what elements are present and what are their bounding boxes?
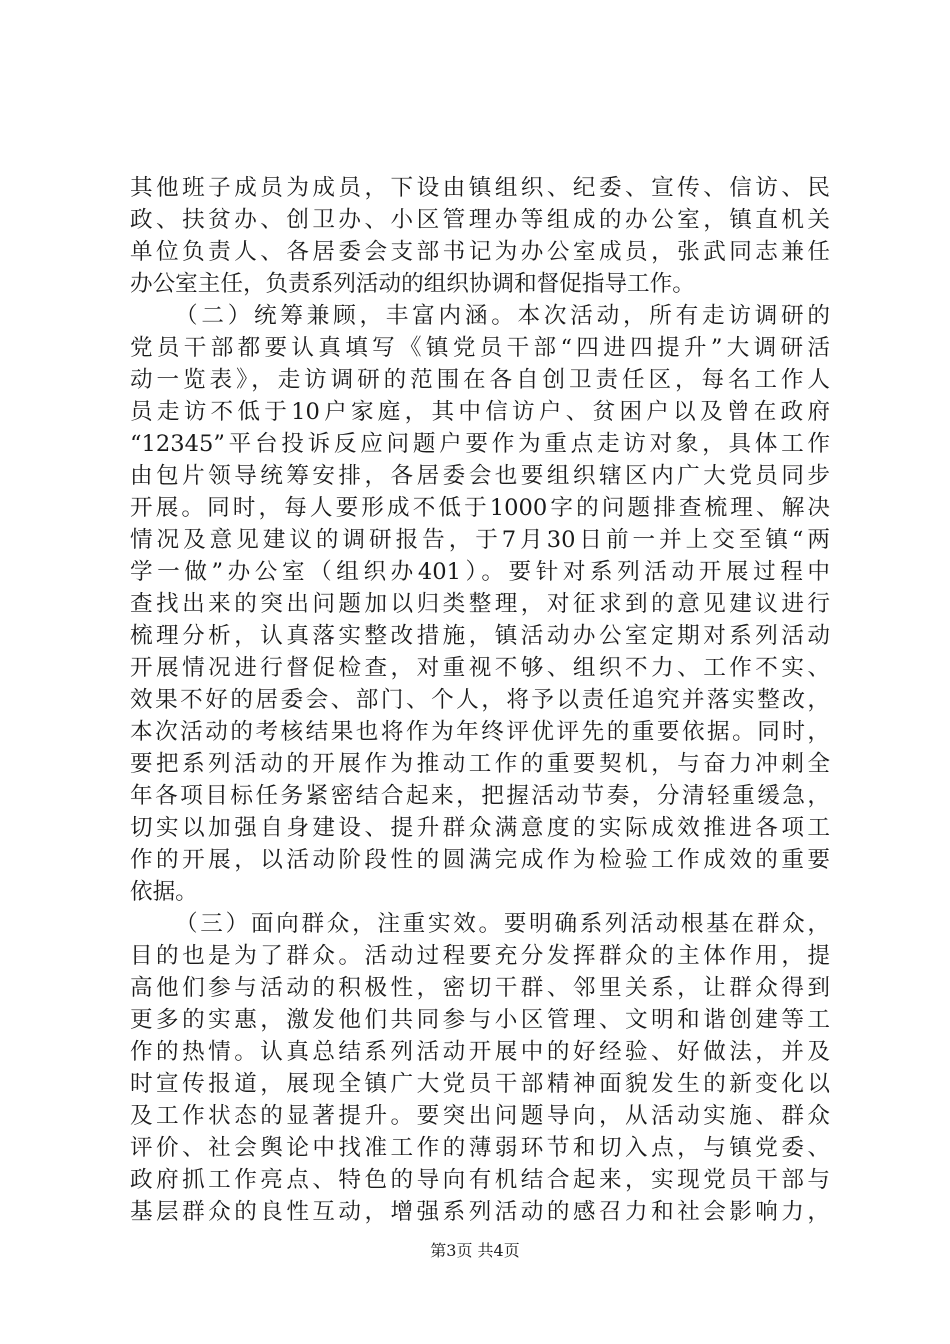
text-line: 单位负责人、各居委会支部书记为办公室成员，张武同志兼任: [130, 239, 830, 265]
body-text: [130, 172, 830, 1228]
text-line: 其他班子成员为成员，下设由镇组织、纪委、宣传、信访、民: [130, 175, 830, 201]
page-footer: 第3页 共4页: [430, 1241, 520, 1260]
text-line: （三）面向群众，注重实效。要明确系列活动根基在群众，: [175, 911, 830, 937]
text-line: 基层群众的良性互动，增强系列活动的感召力和社会影响力，: [130, 1199, 830, 1225]
text-line: 切实以加强自身建设、提升群众满意度的实际成效推进各项工: [130, 815, 830, 841]
text-line: 党员干部都要认真填写《镇党员干部“四进四提升”大调研活: [130, 335, 830, 361]
text-line: 要把系列活动的开展作为推动工作的重要契机，与奋力冲刺全: [130, 751, 830, 777]
text-line: 评价、社会舆论中找准工作的薄弱环节和切入点，与镇党委、: [130, 1135, 830, 1161]
text-line: 开展。同时，每人要形成不低于1000字的问题排查梳理、解决: [130, 495, 830, 521]
text-line: 政、扶贫办、创卫办、小区管理办等组成的办公室，镇直机关: [130, 207, 830, 233]
text-line: 效果不好的居委会、部门、个人，将予以责任追究并落实整改，: [130, 687, 830, 713]
text-line: 高他们参与活动的积极性，密切干群、邻里关系，让群众得到: [130, 975, 830, 1001]
text-line: 本次活动的考核结果也将作为年终评优评先的重要依据。同时，: [130, 719, 830, 745]
text-line: 动一览表》，走访调研的范围在各自创卫责任区，每名工作人: [130, 367, 830, 393]
text-line: （二）统筹兼顾，丰富内涵。本次活动，所有走访调研的: [175, 303, 830, 329]
text-line: 情况及意见建议的调研报告，于7月30日前一并上交至镇“两: [130, 527, 830, 553]
text-line: 梳理分析，认真落实整改措施，镇活动办公室定期对系列活动: [130, 623, 830, 649]
text-line: 年各项目标任务紧密结合起来，把握活动节奏，分清轻重缓急，: [130, 783, 830, 809]
text-line: 办公室主任，负责系列活动的组织协调和督促指导工作。: [130, 271, 695, 297]
text-line: 依据。: [130, 879, 198, 905]
text-line: 开展情况进行督促检查，对重视不够、组织不力、工作不实、: [130, 655, 830, 681]
text-line: 政府抓工作亮点、特色的导向有机结合起来，实现党员干部与: [130, 1167, 830, 1193]
text-line: 更多的实惠，激发他们共同参与小区管理、文明和谐创建等工: [130, 1007, 830, 1033]
text-line: 作的开展，以活动阶段性的圆满完成作为检验工作成效的重要: [130, 847, 830, 873]
text-line: 作的热情。认真总结系列活动开展中的好经验、好做法，并及: [130, 1039, 830, 1065]
text-line: 员走访不低于10户家庭，其中信访户、贫困户以及曾在政府: [130, 399, 830, 425]
text-line: 学一做”办公室（组织办401）。要针对系列活动开展过程中: [130, 559, 830, 585]
text-line: 由包片领导统筹安排，各居委会也要组织辖区内广大党员同步: [130, 463, 830, 489]
text-line: 时宣传报道，展现全镇广大党员干部精神面貌发生的新变化以: [130, 1071, 830, 1097]
text-line: 查找出来的突出问题加以归类整理，对征求到的意见建议进行: [130, 591, 830, 617]
text-line: 目的也是为了群众。活动过程要充分发挥群众的主体作用，提: [130, 943, 830, 969]
text-line: 及工作状态的显著提升。要突出问题导向，从活动实施、群众: [130, 1103, 830, 1129]
text-line: “12345”平台投诉反应问题户要作为重点走访对象，具体工作: [130, 431, 830, 457]
